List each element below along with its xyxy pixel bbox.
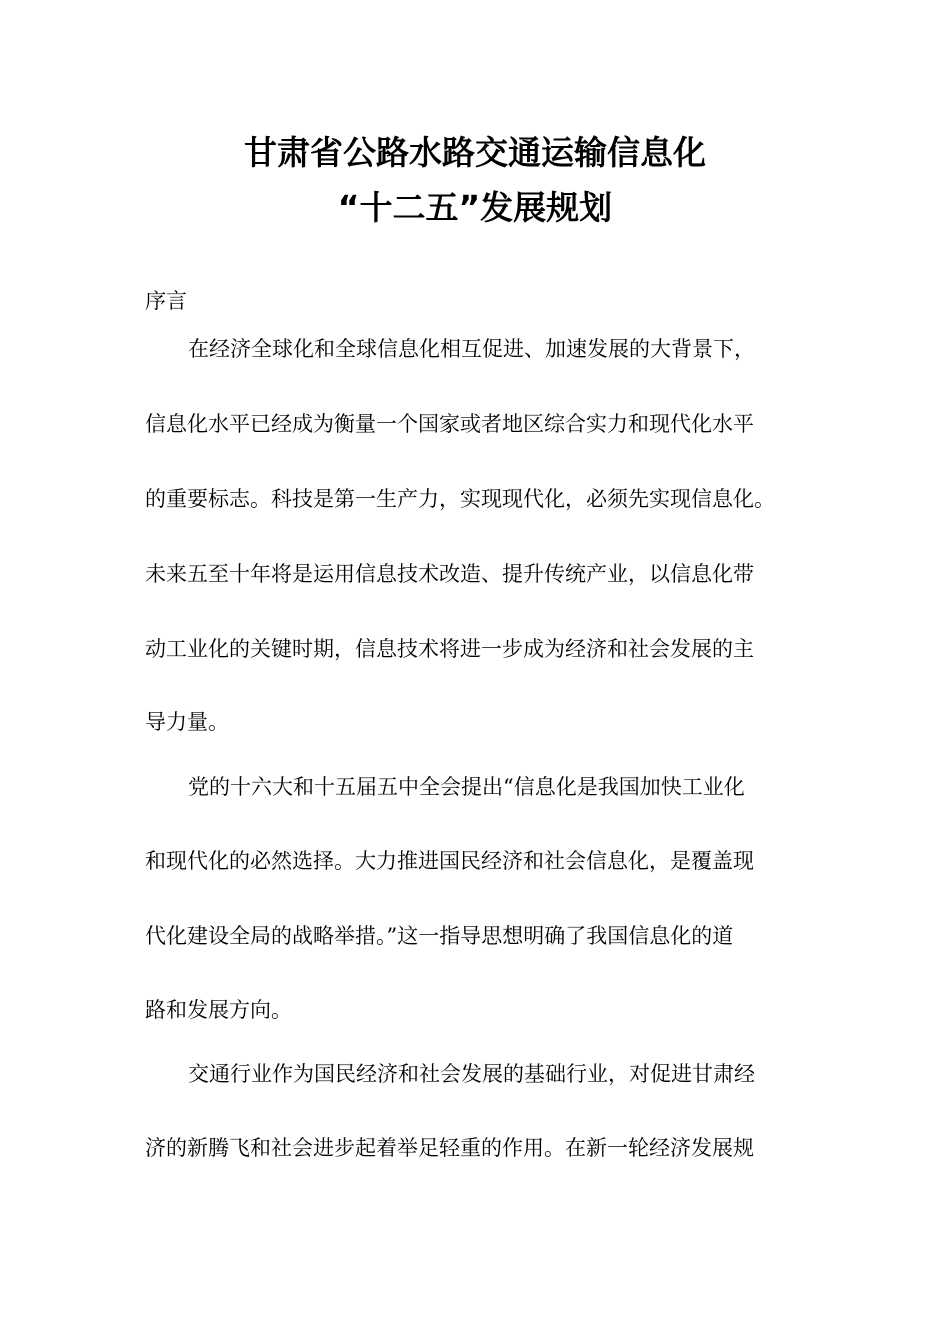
section-heading: 序言: [145, 289, 187, 313]
paragraph-line: 和现代化的必然选择。大力推进国民经济和社会信息化，是覆盖现: [145, 849, 754, 873]
paragraph-line: 路和发展方向。: [145, 998, 292, 1022]
document-title-line-2: “十二五”发展规划: [337, 188, 613, 227]
paragraph-line: 导力量。: [145, 710, 229, 734]
paragraph-line: 动工业化的关键时期，信息技术将进一步成为经济和社会发展的主: [145, 637, 754, 661]
paragraph-line: 代化建设全局的战略举措。”这一指导思想明确了我国信息化的道: [145, 924, 734, 948]
paragraph-line: 在经济全球化和全球信息化相互促进、加速发展的大背景下，: [188, 337, 755, 361]
paragraph-line: 的重要标志。科技是第一生产力，实现现代化，必须先实现信息化。: [145, 487, 775, 511]
paragraph-line: 信息化水平已经成为衡量一个国家或者地区综合实力和现代化水平: [145, 412, 754, 436]
paragraph-line: 济的新腾飞和社会进步起着举足轻重的作用。在新一轮经济发展规: [145, 1136, 754, 1160]
paragraph-line: 交通行业作为国民经济和社会发展的基础行业，对促进甘肃经: [188, 1062, 755, 1086]
paragraph-line: 未来五至十年将是运用信息技术改造、提升传统产业，以信息化带: [145, 562, 754, 586]
paragraph-line: 党的十六大和十五届五中全会提出“信息化是我国加快工业化: [188, 775, 745, 799]
document-title-line-1: 甘肃省公路水路交通运输信息化: [244, 133, 706, 172]
